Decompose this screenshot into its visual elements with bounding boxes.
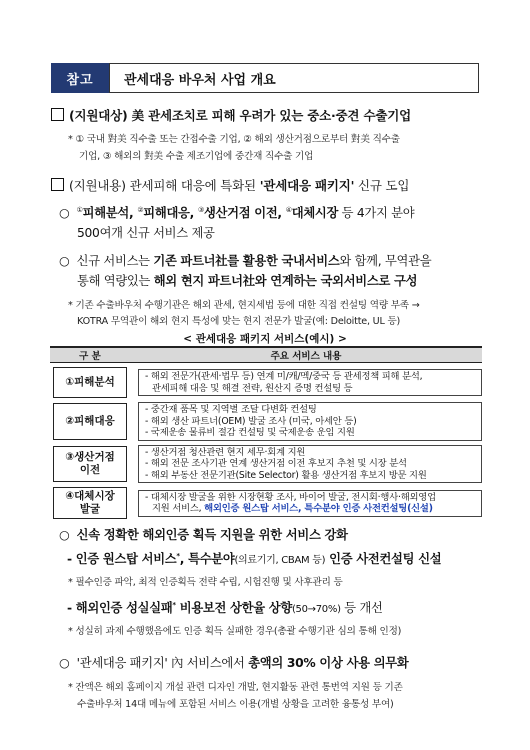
bullet-new-services-line2: 통해 역량있는 해외 현지 파트너社와 연계하는 국외서비스로 구성 xyxy=(77,274,418,288)
row-services: - 대체시장 발굴을 위한 시장현황 조사, 바이어 발굴, 전시회·행사·해외영업 지원 서비스, 해외인증 원스탑 서비스, 특수분야 인증 사전컨설팅(신설) xyxy=(138,490,482,517)
table-row xyxy=(50,367,482,398)
bullet-four-areas-line2: 500여개 신규 서비스 제공 xyxy=(77,226,215,240)
row-services: - 생산거점 청산관련 현지 세무·회계 지원 - 해외 전문 조사기관 연계 생산거점 이전 후보지 추천 및 시장 분석 - 해외 부동산 전문기관(Site Selector) 활용 생산거점 후보지 방문 지원 xyxy=(138,445,482,484)
row-services: - 중간재 품목 및 지역별 조달 다변화 컨설팅 - 해외 생산 파트너(OEM) 발굴 조사 (미국, 아세안 등) - 국제운송 물류비 절감 컨설팅 및 국제운송 운임 지원 xyxy=(138,402,482,441)
row-label: ②피해대응 xyxy=(53,403,127,440)
row-label: ①피해분석 xyxy=(53,367,127,398)
table-row xyxy=(50,445,482,484)
bullet-mandatory-use: ○ '관세대응 패키지' 內 서비스에서 총액의 30% 이상 사용 의무화 xyxy=(59,656,409,670)
checkbox-square-icon xyxy=(51,108,64,121)
row-label: ③생산거점 이전 xyxy=(53,446,127,482)
section-content-heading: (지원내용) 관세피해 대응에 특화된 '관세대응 패키지' 신규 도입 xyxy=(51,176,409,194)
bullet-four-areas: ○ ①피해분석, ②피해대응, ③생산거점 이전, ④대체시장 등 4가지 분야 xyxy=(59,205,415,220)
certification-note-2: * 성실히 과제 수행했음에도 인증 획득 실패한 경우(총괄 수행기관 심의 통해 인정) xyxy=(68,626,402,637)
row-services: - 해외 전문가(관세·법무 등) 연계 미/캐/멕/중국 등 관세정책 피해 분석, 관세피해 대응 및 해결 전략, 원산지 증명 컨설팅 등 xyxy=(138,369,482,396)
new-service-highlight: 해외인증 원스탑 서비스, 특수분야 인증 사전컨설팅(신설) xyxy=(204,503,433,514)
checkbox-square-icon xyxy=(51,178,64,191)
mandatory-use-note-2: 수출바우처 14대 메뉴에 포함된 서비스 이용(개별 상황을 고려한 융통성 부여) xyxy=(77,699,394,710)
section-content-note-2: KOTRA 무역관이 해외 현지 특성에 맞는 현지 전문가 발굴(예: Deloitte, UL 등) xyxy=(77,316,401,327)
row-label: ④대체시장 발굴 xyxy=(53,487,127,519)
col-header-services: 주요 서비스 내용 xyxy=(130,347,482,363)
section-target-note-2: 기업, ③ 해외의 對美 수출 제조기업에 중간재 직수출 기업 xyxy=(79,151,314,162)
bullet-new-services: ○ 신규 서비스는 기존 파트너社를 활용한 국내서비스와 함께, 무역관을 xyxy=(59,254,432,268)
section-target-note-1: * ① 국내 對美 직수출 또는 간접수출 기업, ② 해외 생산거점으로부터 對美 직수출 xyxy=(68,134,400,145)
package-services-table xyxy=(50,346,482,519)
reference-tag: 참고 xyxy=(51,63,109,93)
sub-bullet-onestop: - 인증 원스탑 서비스*, 특수분야(의료기기, CBAM 등) 인증 사전컨설팅 신설 xyxy=(67,551,442,566)
section-content-note-1: * 기존 수출바우처 수행기관은 해외 관세, 현지세법 등에 대한 직접 컨설팅 역량 부족 → xyxy=(68,300,420,311)
table-row xyxy=(50,487,482,519)
table-title: < 관세대응 패키지 서비스(예시) > xyxy=(183,333,347,345)
bullet-certification: ○ 신속 정확한 해외인증 획득 지원을 위한 서비스 강화 xyxy=(59,528,348,542)
col-header-category: 구 분 xyxy=(50,347,130,363)
sub-bullet-failure-cost: - 해외인증 성실실패* 비용보전 상한율 상향(50→70%) 등 개선 xyxy=(67,600,383,615)
section-target-heading: (지원대상) 美 관세조치로 피해 우려가 있는 중소·중견 수출기업 xyxy=(51,106,411,124)
page-title: 관세대응 바우처 사업 개요 xyxy=(109,63,479,93)
certification-note-1: * 필수인증 파악, 최적 인증획득 전략 수립, 시험진행 및 사후관리 등 xyxy=(68,577,343,588)
mandatory-use-note-1: * 잔액은 해외 홈페이지 개설 관련 디자인 개발, 현지활동 관련 통번역 지원 등 기존 xyxy=(68,682,403,693)
table-row xyxy=(50,402,482,441)
